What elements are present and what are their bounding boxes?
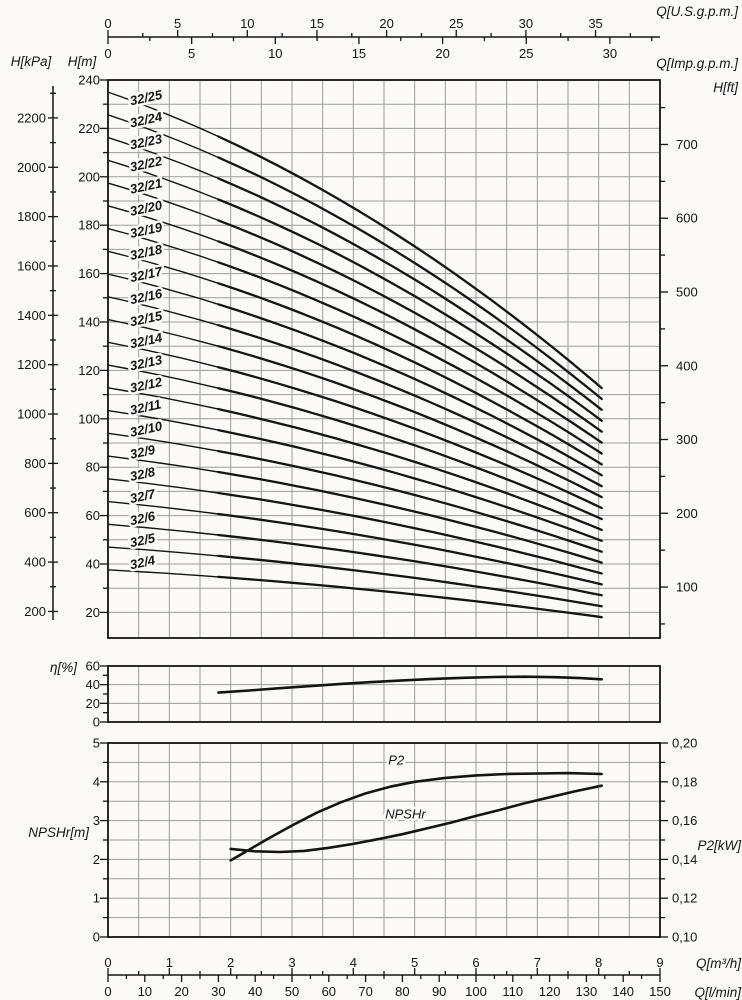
- kpa-tick-label: 400: [24, 554, 46, 570]
- axis-title-imp-gpm: Q[Imp.g.p.m.]: [656, 56, 738, 71]
- pump-curve-32-24: [108, 115, 218, 158]
- curve-label-32-13: 32/13: [128, 352, 164, 374]
- pump-curve-32-4: [108, 570, 218, 577]
- eta-tick-label: 0: [92, 714, 100, 730]
- usgpm-tick-label: 10: [240, 16, 255, 31]
- pump-curve-32-19: [218, 262, 601, 453]
- usgpm-tick-label: 15: [309, 16, 325, 31]
- usgpm-tick-label: 35: [588, 16, 603, 31]
- m3h-tick-label: 9: [656, 955, 664, 970]
- p2-tick-label: 0,14: [672, 851, 698, 867]
- kpa-tick-label: 1000: [17, 406, 46, 422]
- lmin-tick-label: 70: [358, 984, 373, 999]
- impgpm-tick-label: 15: [351, 46, 367, 61]
- h-m-tick-label: 160: [78, 266, 100, 282]
- eta-tick-label: 20: [85, 695, 100, 711]
- pump-curve-32-11: [218, 430, 601, 541]
- pump-curve-32-17: [218, 304, 601, 475]
- pump-curve-32-22: [108, 160, 218, 199]
- usgpm-tick-label: 0: [104, 16, 112, 31]
- curve-label-32-11: 32/11: [128, 396, 163, 418]
- usgpm-tick-label: 20: [379, 16, 394, 31]
- pump-curve-32-13: [108, 365, 218, 388]
- m3h-tick-label: 3: [288, 955, 296, 970]
- curve-label-32-4: 32/4: [128, 552, 157, 573]
- h-m-tick-label: 220: [78, 120, 100, 136]
- kpa-tick-label: 2000: [17, 159, 46, 175]
- h-m-tick-label: 100: [78, 411, 100, 427]
- h-m-tick-label: 240: [78, 72, 100, 88]
- kpa-tick-label: 800: [24, 455, 46, 471]
- kpa-tick-label: 200: [24, 603, 46, 619]
- kpa-tick-label: 1600: [17, 258, 46, 274]
- h-ft-tick-label: 600: [676, 210, 698, 226]
- pump-curve-32-7: [218, 514, 601, 584]
- curve-label-32-23: 32/23: [128, 131, 164, 153]
- annotation-p2: P2: [388, 752, 405, 768]
- kpa-tick-label: 2200: [17, 110, 46, 126]
- pump-curve-32-7: [108, 502, 218, 514]
- lmin-tick-label: 100: [465, 984, 487, 999]
- pump-curve-32-14: [218, 367, 601, 508]
- pump-curve-32-25: [108, 92, 218, 136]
- eta-tick-label: 40: [85, 677, 100, 693]
- kpa-tick-label: 1400: [17, 307, 46, 323]
- kpa-tick-label: 600: [24, 505, 46, 521]
- curve-label-32-17: 32/17: [128, 263, 164, 286]
- p2-tick-label: 0,12: [672, 890, 698, 906]
- pump-curve-32-25: [218, 137, 601, 389]
- pump-curve-32-23: [108, 138, 218, 179]
- axis-title-h-ft: H[ft]: [713, 80, 738, 95]
- curve-label-32-18: 32/18: [128, 241, 164, 263]
- npshr-tick-label: 1: [92, 890, 100, 906]
- lmin-tick-label: 110: [502, 984, 524, 999]
- lmin-tick-label: 130: [575, 984, 598, 999]
- h-ft-tick-label: 400: [676, 358, 698, 374]
- lmin-tick-label: 150: [649, 984, 671, 999]
- m3h-tick-label: 8: [595, 955, 603, 970]
- h-ft-tick-label: 300: [676, 432, 698, 448]
- h-m-tick-label: 20: [85, 604, 100, 620]
- h-m-tick-label: 40: [85, 556, 100, 572]
- h-ft-tick-label: 700: [676, 136, 698, 152]
- axis-title-p2-kw: P2[kW]: [697, 838, 741, 853]
- usgpm-tick-label: 5: [174, 16, 182, 31]
- m3h-tick-label: 5: [411, 955, 419, 970]
- pump-curve-32-10: [108, 433, 218, 451]
- curve-label-32-21: 32/21: [128, 175, 164, 197]
- curve-label-32-10: 32/10: [128, 418, 164, 440]
- lmin-tick-label: 30: [211, 984, 226, 999]
- lmin-tick-label: 90: [431, 984, 447, 999]
- h-ft-tick-label: 500: [676, 284, 698, 300]
- p2-tick-label: 0,10: [672, 929, 698, 945]
- lmin-tick-label: 140: [612, 984, 635, 999]
- axis-title-npshr: NPSHr[m]: [28, 825, 89, 840]
- impgpm-tick-label: 25: [519, 46, 534, 61]
- lmin-tick-label: 50: [284, 984, 300, 999]
- m3h-tick-label: 7: [533, 955, 541, 970]
- pump-curve-32-11: [108, 411, 218, 431]
- pump-curve-32-12: [108, 388, 218, 409]
- pump-curve-32-16: [108, 297, 218, 325]
- p2-tick-label: 0,20: [672, 735, 698, 751]
- kpa-tick-label: 1200: [17, 357, 46, 373]
- m3h-tick-label: 6: [472, 955, 480, 970]
- curve-label-32-20: 32/20: [128, 197, 164, 219]
- m3h-tick-label: 2: [227, 955, 235, 970]
- annotation-npshr: NPSHr: [385, 806, 426, 822]
- axis-title-h-kpa: H[kPa]: [10, 54, 52, 69]
- lmin-tick-label: 20: [174, 984, 189, 999]
- pump-curve-32-5: [108, 547, 218, 556]
- lmin-tick-label: 10: [137, 984, 153, 999]
- h-m-tick-label: 80: [85, 459, 100, 475]
- curve-label-32-14: 32/14: [128, 329, 164, 352]
- p2-tick-label: 0,16: [672, 813, 698, 829]
- npshr-tick-label: 5: [92, 735, 100, 751]
- p2-tick-label: 0,18: [672, 774, 698, 790]
- m3h-tick-label: 1: [165, 955, 173, 970]
- curve-label-32-6: 32/6: [128, 508, 157, 529]
- curve-label-32-19: 32/19: [128, 219, 164, 241]
- pump-curve-32-13: [218, 388, 601, 519]
- npshr-tick-label: 4: [92, 774, 100, 790]
- impgpm-tick-label: 10: [268, 46, 283, 61]
- curve-label-32-15: 32/15: [128, 307, 164, 330]
- impgpm-tick-label: 5: [188, 46, 196, 61]
- axis-title-h-m: H[m]: [67, 54, 97, 69]
- axis-title-q-m3h: Q[m³/h]: [695, 956, 741, 971]
- curve-label-32-7: 32/7: [128, 486, 157, 507]
- h-ft-tick-label: 200: [676, 505, 698, 521]
- curve-label-32-24: 32/24: [128, 108, 164, 131]
- lmin-tick-label: 120: [538, 984, 561, 999]
- curve-label-32-25: 32/25: [128, 86, 164, 109]
- h-m-tick-label: 200: [78, 169, 100, 185]
- h-ft-tick-label: 100: [676, 579, 698, 595]
- curve-label-32-12: 32/12: [128, 374, 164, 396]
- kpa-tick-label: 1800: [17, 209, 46, 225]
- curve-label-32-9: 32/9: [128, 441, 157, 462]
- m3h-tick-label: 0: [104, 955, 112, 970]
- usgpm-tick-label: 25: [449, 16, 464, 31]
- npshr-tick-label: 3: [92, 813, 100, 829]
- pump-curve-32-9: [108, 456, 218, 472]
- lmin-tick-label: 0: [104, 984, 112, 999]
- pump-curve-32-8: [108, 479, 218, 493]
- pump-curve-32-9: [218, 472, 601, 563]
- eta-tick-label: 60: [85, 658, 100, 674]
- curve-label-32-5: 32/5: [128, 530, 157, 551]
- generated-chart-layers: [17, 16, 698, 999]
- lmin-tick-label: 60: [321, 984, 337, 999]
- h-m-tick-label: 180: [78, 217, 100, 233]
- npshr-tick-label: 2: [92, 851, 100, 867]
- curve-label-32-8: 32/8: [128, 464, 157, 484]
- h-m-tick-label: 60: [85, 508, 100, 524]
- curve-label-32-22: 32/22: [128, 153, 164, 175]
- axis-title-us-gpm: Q[U.S.g.p.m.]: [656, 4, 738, 19]
- h-m-tick-label: 140: [78, 314, 100, 330]
- pump-curve-32-15: [108, 320, 218, 347]
- impgpm-tick-label: 30: [602, 46, 618, 61]
- pump-curve-32-6: [108, 524, 218, 535]
- axis-title-q-lmin: Q[l/min]: [694, 985, 741, 1000]
- h-m-tick-label: 120: [78, 362, 100, 378]
- lmin-tick-label: 40: [247, 984, 263, 999]
- impgpm-tick-label: 0: [104, 46, 112, 61]
- lmin-tick-label: 80: [395, 984, 410, 999]
- axis-title-eta: η[%]: [50, 660, 77, 675]
- impgpm-tick-label: 20: [435, 46, 450, 61]
- npshr-tick-label: 0: [92, 929, 100, 945]
- curve-label-32-16: 32/16: [128, 285, 164, 308]
- m3h-tick-label: 4: [349, 955, 357, 970]
- usgpm-tick-label: 30: [518, 16, 534, 31]
